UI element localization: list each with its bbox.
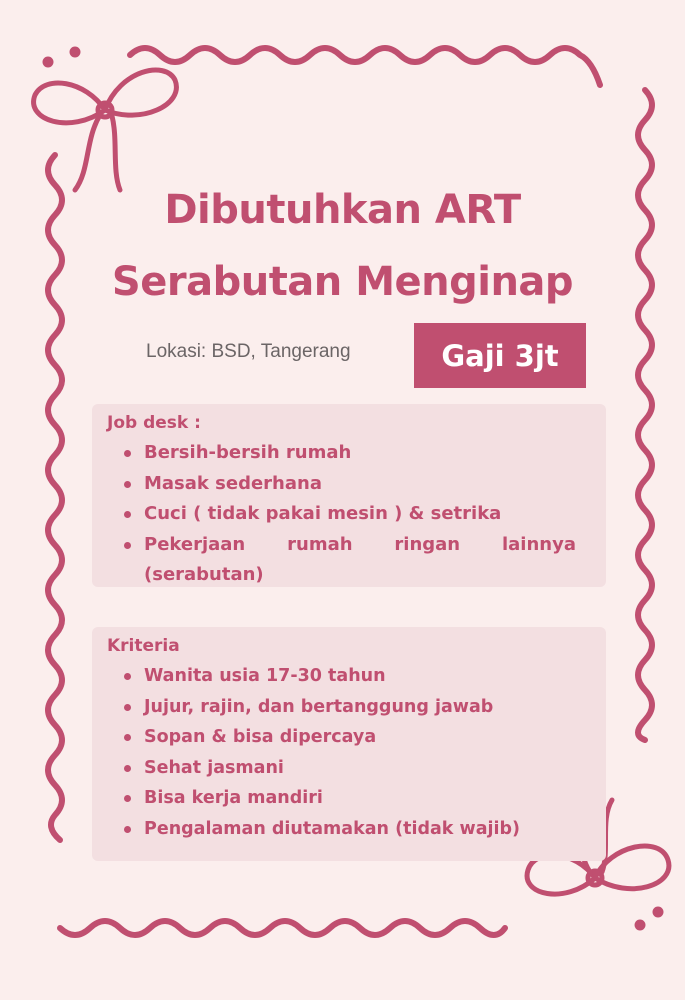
jobdesk-item: Cuci ( tidak pakai mesin ) & setrika: [107, 499, 576, 530]
jobdesk-panel: [92, 404, 606, 587]
jobdesk-list: [107, 438, 576, 591]
criteria-list: [107, 661, 576, 844]
criteria-item: Sopan & bisa dipercaya: [107, 722, 576, 753]
criteria-item: Sehat jasmani: [107, 753, 576, 784]
headline-line-1: Dibutuhkan ART: [164, 187, 521, 233]
salary-badge: Gaji 3jt: [414, 323, 586, 388]
criteria-item: Bisa kerja mandiri: [107, 783, 576, 814]
criteria-heading: Kriteria: [107, 636, 180, 656]
location-text: Lokasi: BSD, Tangerang: [146, 341, 351, 362]
jobdesk-item: Bersih-bersih rumah: [107, 438, 576, 469]
headline-line-2: Serabutan Menginap: [111, 259, 574, 305]
jobdesk-item: Masak sederhana: [107, 469, 576, 500]
criteria-item: Wanita usia 17-30 tahun: [107, 661, 576, 692]
criteria-panel: [92, 627, 606, 861]
jobdesk-item: Pekerjaan rumah ringan lainnya (serabutan): [107, 530, 576, 591]
criteria-item: Pengalaman diutamakan (tidak wajib): [107, 814, 576, 845]
jobdesk-heading: Job desk :: [107, 413, 201, 433]
ribbon-bow-icon: [34, 49, 177, 190]
criteria-item: Jujur, rajin, dan bertanggung jawab: [107, 692, 576, 723]
